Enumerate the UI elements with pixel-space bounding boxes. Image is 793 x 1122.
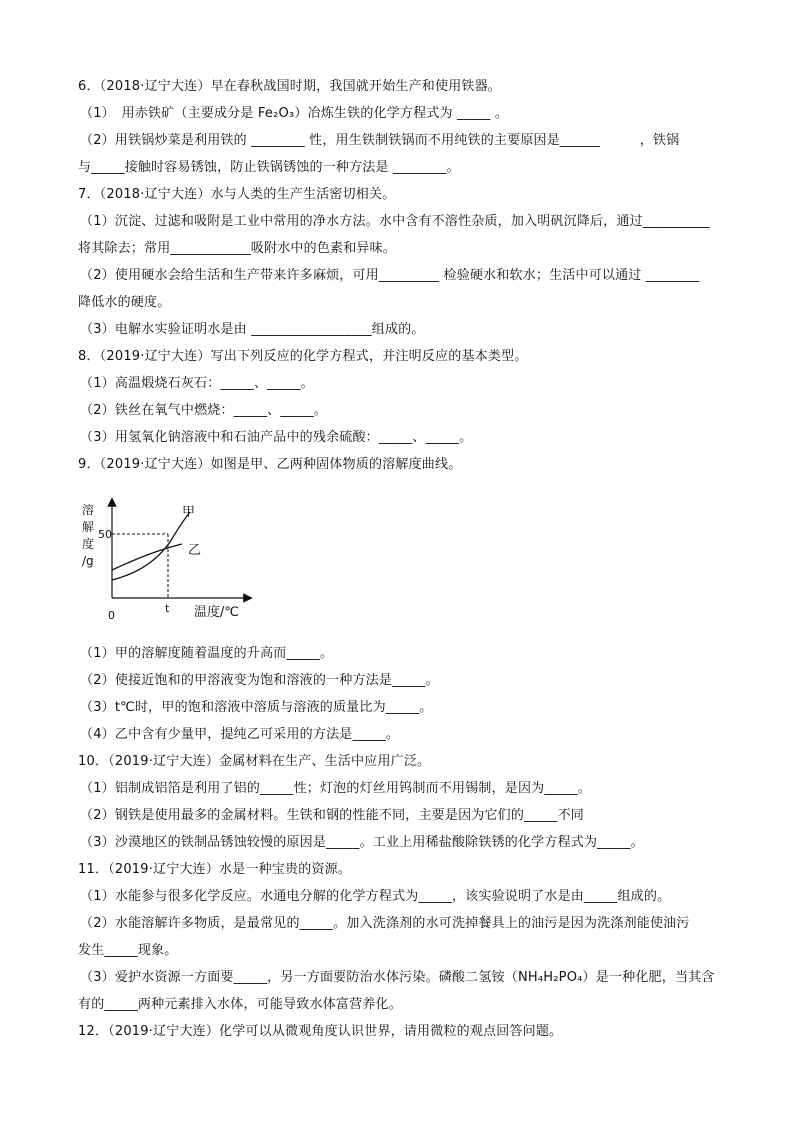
x-axis-label: 温度/℃: [194, 605, 239, 620]
curve-yi-label: 乙: [188, 543, 202, 558]
q7-part-1: （1）沉淀、过滤和吸附是工业中常用的净水方法。水中含有不溶性杂质，加入明矾沉降后，通过__________: [80, 214, 710, 229]
q8-part-2: （2）铁丝在氧气中燃烧：_____、_____。: [80, 403, 328, 418]
q7-part-2: （2）使用硬水会给生活和生产带来许多麻烦，可用_________ 检验硬水和软水；生活中可以通过 ________: [80, 268, 700, 283]
question-9-header: 9．（2019·辽宁大连）如图是甲、乙两种固体物质的溶解度曲线。: [78, 457, 462, 472]
curve-jia-label: 甲: [182, 505, 196, 520]
ylabel-char-3: 度: [82, 537, 95, 551]
q7-part-1-cont: 将其除去；常用____________吸附水中的色素和异味。: [78, 241, 397, 256]
q11-part-3-cont: 有的_____两种元素排入水体，可能导致水体富营养化。: [78, 997, 402, 1012]
q10-part-3: （3）沙漠地区的铁制品锈蚀较慢的原因是_____。工业上用稀盐酸除铁锈的化学方程式为_____。: [80, 835, 644, 850]
ylabel-char-4: /g: [82, 554, 94, 568]
y-tick-50: 50: [98, 528, 112, 541]
q9-part-4: （4）乙中含有少量甲，提纯乙可采用的方法是_____。: [80, 727, 400, 742]
q7-part-2-cont: 降低水的硬度。: [78, 295, 171, 310]
curve-yi: [112, 544, 182, 570]
question-11-header: 11．（2019·辽宁大连）水是一种宝贵的资源。: [78, 862, 352, 877]
q9-part-2: （2）使接近饱和的甲溶液变为饱和溶液的一种方法是_____。: [80, 673, 439, 688]
ylabel-char-2: 解: [82, 520, 95, 534]
q6-part-1: （1） 用赤铁矿（主要成分是 Fe₂O₃）冶炼生铁的化学方程式为 _____ 。: [80, 106, 509, 121]
question-8-header: 8．（2019·辽宁大连）写出下列反应的化学方程式，并注明反应的基本类型。: [78, 349, 528, 364]
question-7-header: 7．（2018·辽宁大连）水与人类的生产生活密切相关。: [78, 187, 396, 202]
q7-part-3: （3）电解水实验证明水是由 __________________组成的。: [80, 322, 425, 337]
q8-part-3: （3）用氢氧化钠溶液中和石油产品中的残余硫酸：_____、_____。: [80, 430, 473, 445]
q6-part-2-cont: 与_____接触时容易锈蚀，防止铁锅锈蚀的一种方法是 ________。: [78, 160, 460, 175]
q11-part-1: （1）水能参与很多化学反应。水通电分解的化学方程式为_____，该实验说明了水是由_____组成的。: [80, 889, 671, 904]
q6-part-2: （2）用铁锅炒菜是利用铁的 ________ 性，用生铁制铁锅而不用纯铁的主要原因是______ ，铁锅: [80, 133, 680, 148]
q11-part-2-cont: 发生_____现象。: [78, 943, 178, 958]
solubility-curve-chart: [78, 500, 258, 630]
q9-part-1: （1）甲的溶解度随着温度的升高而_____。: [80, 646, 334, 661]
curve-jia: [112, 512, 190, 580]
question-12-header: 12．（2019·辽宁大连）化学可以从微观角度认识世界，请用微粒的观点回答问题。: [78, 1024, 563, 1039]
q8-part-1: （1）高温煅烧石灰石：_____、_____。: [80, 376, 314, 391]
q10-part-1: （1）铝制成铝箔是利用了铝的_____性；灯泡的灯丝用钨制而不用锡制，是因为_____。: [80, 781, 592, 796]
q11-part-2: （2）水能溶解许多物质，是最常见的_____。加入洗涤剂的水可洗掉餐具上的油污是因为洗涤剂能使油污: [80, 916, 690, 931]
x-tick-t: t: [165, 602, 170, 615]
question-6-header: 6．（2018·辽宁大连）早在春秋战国时期，我国就开始生产和使用铁器。: [78, 79, 501, 94]
origin-label: 0: [108, 609, 115, 622]
q9-part-3: （3）t℃时，甲的饱和溶液中溶质与溶液的质量比为_____。: [80, 700, 433, 715]
ylabel-char-1: 溶: [82, 503, 95, 517]
solubility-curve-svg: [78, 500, 258, 630]
q11-part-3: （3）爱护水资源一方面要_____，另一方面要防治水体污染。磷酸二氢铵（NH₄H₂PO₄）是一种化肥，当其含: [80, 970, 715, 985]
q10-part-2: （2）钢铁是使用最多的金属材料。生铁和钢的性能不同，主要是因为它们的_____不同: [80, 808, 584, 823]
question-10-header: 10．（2019·辽宁大连）金属材料在生产、生活中应用广泛。: [78, 754, 431, 769]
